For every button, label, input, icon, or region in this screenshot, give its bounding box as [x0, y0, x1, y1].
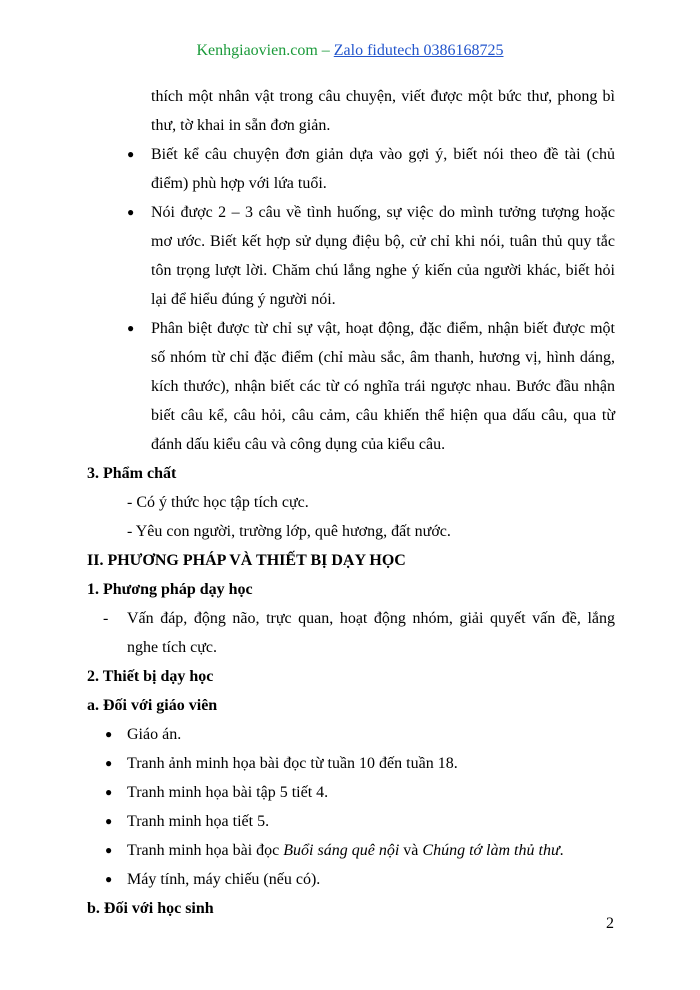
site-name: Kenhgiaovien.com	[196, 42, 318, 59]
equipment-title: 2. Thiết bị dạy học	[87, 668, 214, 685]
zalo-link[interactable]: Zalo fidutech 0386168725	[333, 42, 504, 59]
list-item	[87, 720, 615, 749]
quality-item: - Yêu con người, trường lớp, quê hương, đất nước.	[127, 523, 451, 540]
student-title: b. Đối với học sinh	[87, 900, 214, 917]
teacher-title: a. Đối với giáo viên	[87, 697, 218, 714]
bullet-icon: ●	[105, 872, 113, 886]
list-item	[87, 198, 615, 314]
bullet-text: Biết kể câu chuyện đơn giản dựa vào gợi ý, biết nói theo đề tài (chủ điểm) phù hợp với lứa tuổi.	[151, 146, 615, 192]
page-number: 2	[606, 915, 614, 932]
list-item	[87, 314, 615, 459]
header-separator: –	[317, 42, 334, 59]
bullet-icon: ●	[105, 814, 113, 828]
bullet-icon: ●	[105, 756, 113, 770]
teacher-item-text: Tranh minh họa tiết 5.	[127, 813, 270, 830]
teacher-item-text: Giáo án.	[127, 726, 182, 743]
document-body	[87, 82, 615, 923]
teacher-item-suffix: .	[559, 842, 564, 859]
method-text: Vấn đáp, động não, trực quan, hoạt động nhóm, giải quyết vấn đề, lắng nghe tích cực.	[127, 610, 615, 656]
bullet-text: Phân biệt được từ chỉ sự vật, hoạt động, đặc điểm, nhận biết được một số nhóm từ chỉ đặc điểm (chỉ màu sắc, âm thanh, hương vị, hình dáng, kích thước), nhận biết các từ có nghĩa trái ngược nhau. Bước đầu nhận biết câu kể, câu hỏi, câu cảm, câu khiến thể hiện qua dấu câu, qua từ đánh dấu kiểu câu và công dụng của kiểu câu.	[151, 320, 615, 453]
reading-title-1: Buổi sáng quê nội	[283, 842, 400, 859]
continuation-text: thích một nhân vật trong câu chuyện, viết được một bức thư, phong bì thư, tờ khai in sẵn đơn giản.	[151, 88, 615, 134]
section-II-title: II. PHƯƠNG PHÁP VÀ THIẾT BỊ DẠY HỌC	[87, 552, 406, 569]
list-item	[87, 778, 615, 807]
list-item	[87, 140, 615, 198]
list-item	[87, 865, 615, 894]
section-3-title: 3. Phẩm chất	[87, 465, 177, 482]
teacher-item-middle: và	[399, 842, 423, 859]
bullet-text: Nói được 2 – 3 câu về tình huống, sự việc do mình tưởng tượng hoặc mơ ước. Biết kết hợp sử dụng điệu bộ, cử chỉ khi nói, tuân thủ quy tắc tôn trọng lượt lời. Chăm chú lắng nghe ý kiến của người khác, biết hỏi lại để hiểu đúng ý người nói.	[151, 204, 615, 308]
method-item	[87, 604, 615, 662]
bullet-icon: ●	[105, 843, 113, 857]
teacher-item-text: Tranh ảnh minh họa bài đọc từ tuần 10 đến tuần 18.	[127, 755, 458, 772]
bullet-icon: ●	[105, 785, 113, 799]
bullet-icon: ●	[127, 205, 135, 219]
bullet-icon: ●	[105, 727, 113, 741]
dash-icon: -	[103, 610, 109, 627]
reading-title-2: Chúng tớ làm thủ thư	[422, 842, 560, 859]
teacher-item-text: Máy tính, máy chiếu (nếu có).	[127, 871, 321, 888]
teacher-item-text: Tranh minh họa bài tập 5 tiết 4.	[127, 784, 329, 801]
bullet-icon: ●	[127, 147, 135, 161]
quality-item: - Có ý thức học tập tích cực.	[127, 494, 309, 511]
method-title: 1. Phương pháp dạy học	[87, 581, 253, 598]
bullet-icon: ●	[127, 321, 135, 335]
list-item	[87, 807, 615, 836]
page-header	[0, 40, 700, 62]
teacher-item-prefix: Tranh minh họa bài đọc	[127, 842, 284, 859]
list-item	[87, 836, 615, 865]
list-item	[87, 749, 615, 778]
